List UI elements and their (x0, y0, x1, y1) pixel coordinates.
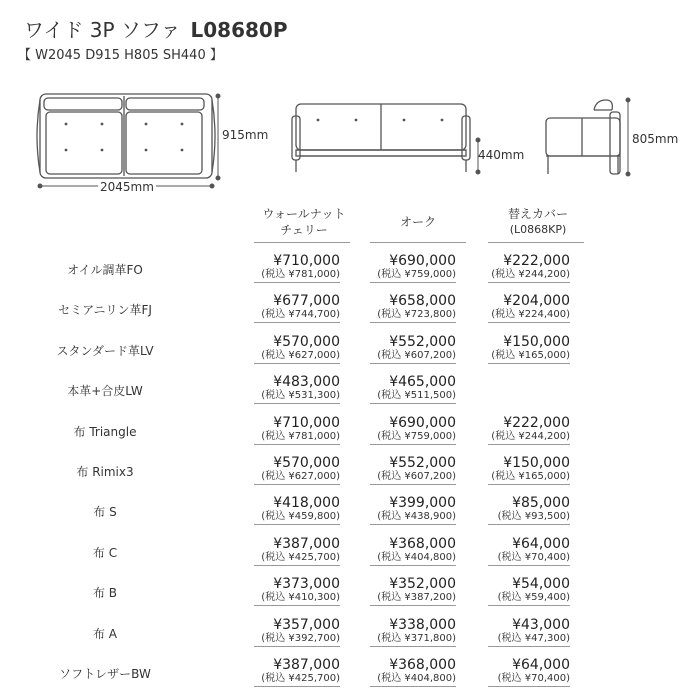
price-tax-included: (税込 ¥425,700) (261, 673, 340, 684)
price-cell (220, 253, 340, 281)
price-value: ¥387,000 (273, 657, 340, 673)
price-tax-included: (税込 ¥410,300) (261, 592, 340, 604)
price-cell (336, 334, 456, 362)
price-underline (370, 686, 456, 687)
price-underline (370, 605, 456, 606)
price-value: ¥54,000 (512, 576, 570, 593)
price-cell (450, 617, 570, 645)
price-cell (220, 495, 340, 523)
price-tax-included: (税込 ¥607,200) (377, 349, 456, 361)
price-tax-included: (税込 ¥627,000) (261, 349, 340, 361)
width-label: 2045mm (100, 180, 154, 194)
price-cell (450, 536, 570, 564)
price-value: ¥710,000 (273, 414, 340, 431)
price-underline (370, 322, 456, 323)
column-header-walnut-cherry: ウォールナット チェリー (262, 207, 346, 237)
price-tax-included: (税込 ¥70,400) (497, 551, 570, 563)
price-tax-included: (税込 ¥723,800) (377, 309, 456, 321)
price-cell (450, 334, 570, 362)
price-underline (254, 363, 340, 364)
price-underline (254, 565, 340, 566)
price-cell (450, 495, 570, 523)
price-value: ¥710,000 (273, 253, 340, 269)
seat-height-label: 440mm (478, 148, 525, 162)
price-value: ¥570,000 (273, 455, 340, 471)
dimensions-summary: 【 W2045 D915 H805 SH440 】 (18, 48, 223, 63)
price-cell (336, 374, 456, 402)
price-value: ¥64,000 (512, 657, 570, 673)
price-value: ¥368,000 (389, 535, 456, 552)
grade-label: 布 Triangle (73, 424, 137, 439)
price-cell (220, 374, 340, 402)
price-value: ¥690,000 (389, 414, 456, 431)
price-tax-included: (税込 ¥224,400) (491, 309, 570, 321)
price-cell (336, 253, 456, 281)
grade-label: オイル調革FO (67, 263, 143, 277)
price-tax-included: (税込 ¥165,000) (491, 471, 570, 482)
grade-label: 布 A (92, 626, 118, 641)
price-value: ¥552,000 (389, 333, 456, 350)
price-value: ¥85,000 (512, 495, 570, 512)
price-value: ¥204,000 (503, 293, 570, 310)
price-cell (220, 334, 340, 362)
price-underline (488, 605, 570, 606)
price-cell (220, 415, 340, 443)
price-underline (488, 484, 570, 485)
price-cell (220, 536, 340, 564)
price-tax-included: (税込 ¥759,000) (377, 430, 456, 442)
grade-label: 布 Rimix3 (76, 465, 134, 479)
column-header-cover: 替えカバー (L0868KP) (507, 207, 568, 236)
price-underline (254, 686, 340, 687)
price-underline (254, 524, 340, 525)
price-underline (370, 524, 456, 525)
price-tax-included: (税込 ¥165,000) (491, 349, 570, 361)
price-value: ¥150,000 (503, 333, 570, 350)
price-tax-included: (税込 ¥531,300) (261, 390, 340, 402)
depth-label: 915mm (222, 128, 269, 142)
price-value: ¥43,000 (512, 616, 570, 633)
price-value: ¥483,000 (273, 374, 340, 391)
sofa-top-view (37, 94, 215, 178)
price-tax-included: (税込 ¥781,000) (261, 430, 340, 442)
price-underline (254, 403, 340, 404)
price-tax-included: (税込 ¥70,400) (497, 673, 570, 684)
price-cell (450, 455, 570, 483)
price-underline (370, 363, 456, 364)
price-cell (220, 657, 340, 685)
price-underline (488, 686, 570, 687)
price-tax-included: (税込 ¥244,200) (491, 430, 570, 442)
price-underline (254, 646, 340, 647)
price-value: ¥690,000 (389, 253, 456, 269)
price-value: ¥222,000 (503, 414, 570, 431)
price-value: ¥552,000 (389, 455, 456, 471)
price-value: ¥418,000 (273, 495, 340, 512)
price-tax-included: (税込 ¥425,700) (261, 551, 340, 563)
price-tax-included: (税込 ¥392,700) (261, 632, 340, 644)
grade-label: 布 B (92, 586, 118, 601)
price-tax-included: (税込 ¥93,500) (497, 511, 570, 523)
price-underline (254, 605, 340, 606)
price-value: ¥465,000 (389, 374, 456, 391)
price-cell (450, 576, 570, 604)
price-underline (370, 444, 456, 445)
price-value: ¥658,000 (389, 293, 456, 310)
price-underline (488, 524, 570, 525)
price-underline (370, 282, 456, 283)
price-underline (488, 322, 570, 323)
product-name: ワイド 3P ソファ (24, 18, 181, 42)
price-tax-included: (税込 ¥607,200) (377, 471, 456, 482)
price-tax-included: (税込 ¥759,000) (377, 269, 456, 280)
price-underline (488, 444, 570, 445)
header-divider (488, 242, 584, 243)
price-cell (220, 455, 340, 483)
price-value: ¥399,000 (389, 495, 456, 512)
sofa-drawings (0, 0, 700, 200)
price-cell (450, 657, 570, 685)
price-underline (370, 565, 456, 566)
price-value: ¥357,000 (273, 616, 340, 633)
sofa-side-view (546, 100, 620, 174)
grade-label: 布 S (93, 505, 117, 520)
price-cell (220, 576, 340, 604)
price-value: ¥150,000 (503, 455, 570, 471)
price-cell (336, 536, 456, 564)
price-tax-included: (税込 ¥511,500) (377, 390, 456, 402)
grade-label: 本革+合皮LW (67, 384, 143, 399)
price-tax-included: (税込 ¥744,700) (261, 309, 340, 321)
side-view-dimensions (626, 98, 630, 176)
price-underline (488, 282, 570, 283)
grade-label: スタンダード革LV (56, 343, 154, 358)
price-cell (220, 617, 340, 645)
price-cell (336, 617, 456, 645)
price-underline (488, 363, 570, 364)
price-tax-included: (税込 ¥59,400) (497, 592, 570, 604)
sofa-front-view (292, 104, 470, 172)
grade-label: 布 C (92, 545, 118, 560)
price-cell (336, 293, 456, 321)
price-cell (450, 415, 570, 443)
price-tax-included: (税込 ¥459,800) (261, 511, 340, 523)
price-value: ¥677,000 (273, 293, 340, 310)
price-value: ¥570,000 (273, 333, 340, 350)
price-cell (336, 657, 456, 685)
price-cell (336, 495, 456, 523)
model-number: L08680P (190, 18, 288, 42)
price-tax-included: (税込 ¥781,000) (261, 269, 340, 280)
price-value: ¥387,000 (273, 535, 340, 552)
price-cell (450, 253, 570, 281)
price-tax-included: (税込 ¥387,200) (377, 592, 456, 604)
price-underline (488, 646, 570, 647)
price-underline (370, 484, 456, 485)
price-cell (336, 415, 456, 443)
grade-label: セミアニリン革FJ (58, 303, 152, 318)
price-value: ¥352,000 (389, 576, 456, 593)
grade-label: ソフトレザーBW (59, 667, 151, 681)
price-value: ¥373,000 (273, 576, 340, 593)
header-divider (254, 242, 350, 243)
price-tax-included: (税込 ¥404,800) (377, 551, 456, 563)
price-underline (254, 484, 340, 485)
header-divider (370, 242, 466, 243)
price-underline (254, 282, 340, 283)
price-underline (370, 646, 456, 647)
price-tax-included: (税込 ¥627,000) (261, 471, 340, 482)
front-view-buttons (317, 119, 444, 122)
price-underline (254, 322, 340, 323)
price-value: ¥368,000 (389, 657, 456, 673)
price-underline (370, 403, 456, 404)
price-tax-included: (税込 ¥371,800) (377, 632, 456, 644)
height-label: 805mm (632, 132, 679, 146)
price-cell (336, 455, 456, 483)
price-underline (488, 565, 570, 566)
price-value: ¥222,000 (503, 253, 570, 269)
price-tax-included: (税込 ¥244,200) (491, 269, 570, 280)
price-value: ¥64,000 (512, 535, 570, 552)
price-value: ¥338,000 (389, 616, 456, 633)
price-cell (220, 293, 340, 321)
price-tax-included: (税込 ¥47,300) (497, 632, 570, 644)
price-cell (336, 576, 456, 604)
price-cell (450, 293, 570, 321)
price-underline (254, 444, 340, 445)
column-header-oak: オーク (399, 215, 436, 229)
price-tax-included: (税込 ¥438,900) (377, 511, 456, 523)
price-tax-included: (税込 ¥404,800) (377, 673, 456, 684)
